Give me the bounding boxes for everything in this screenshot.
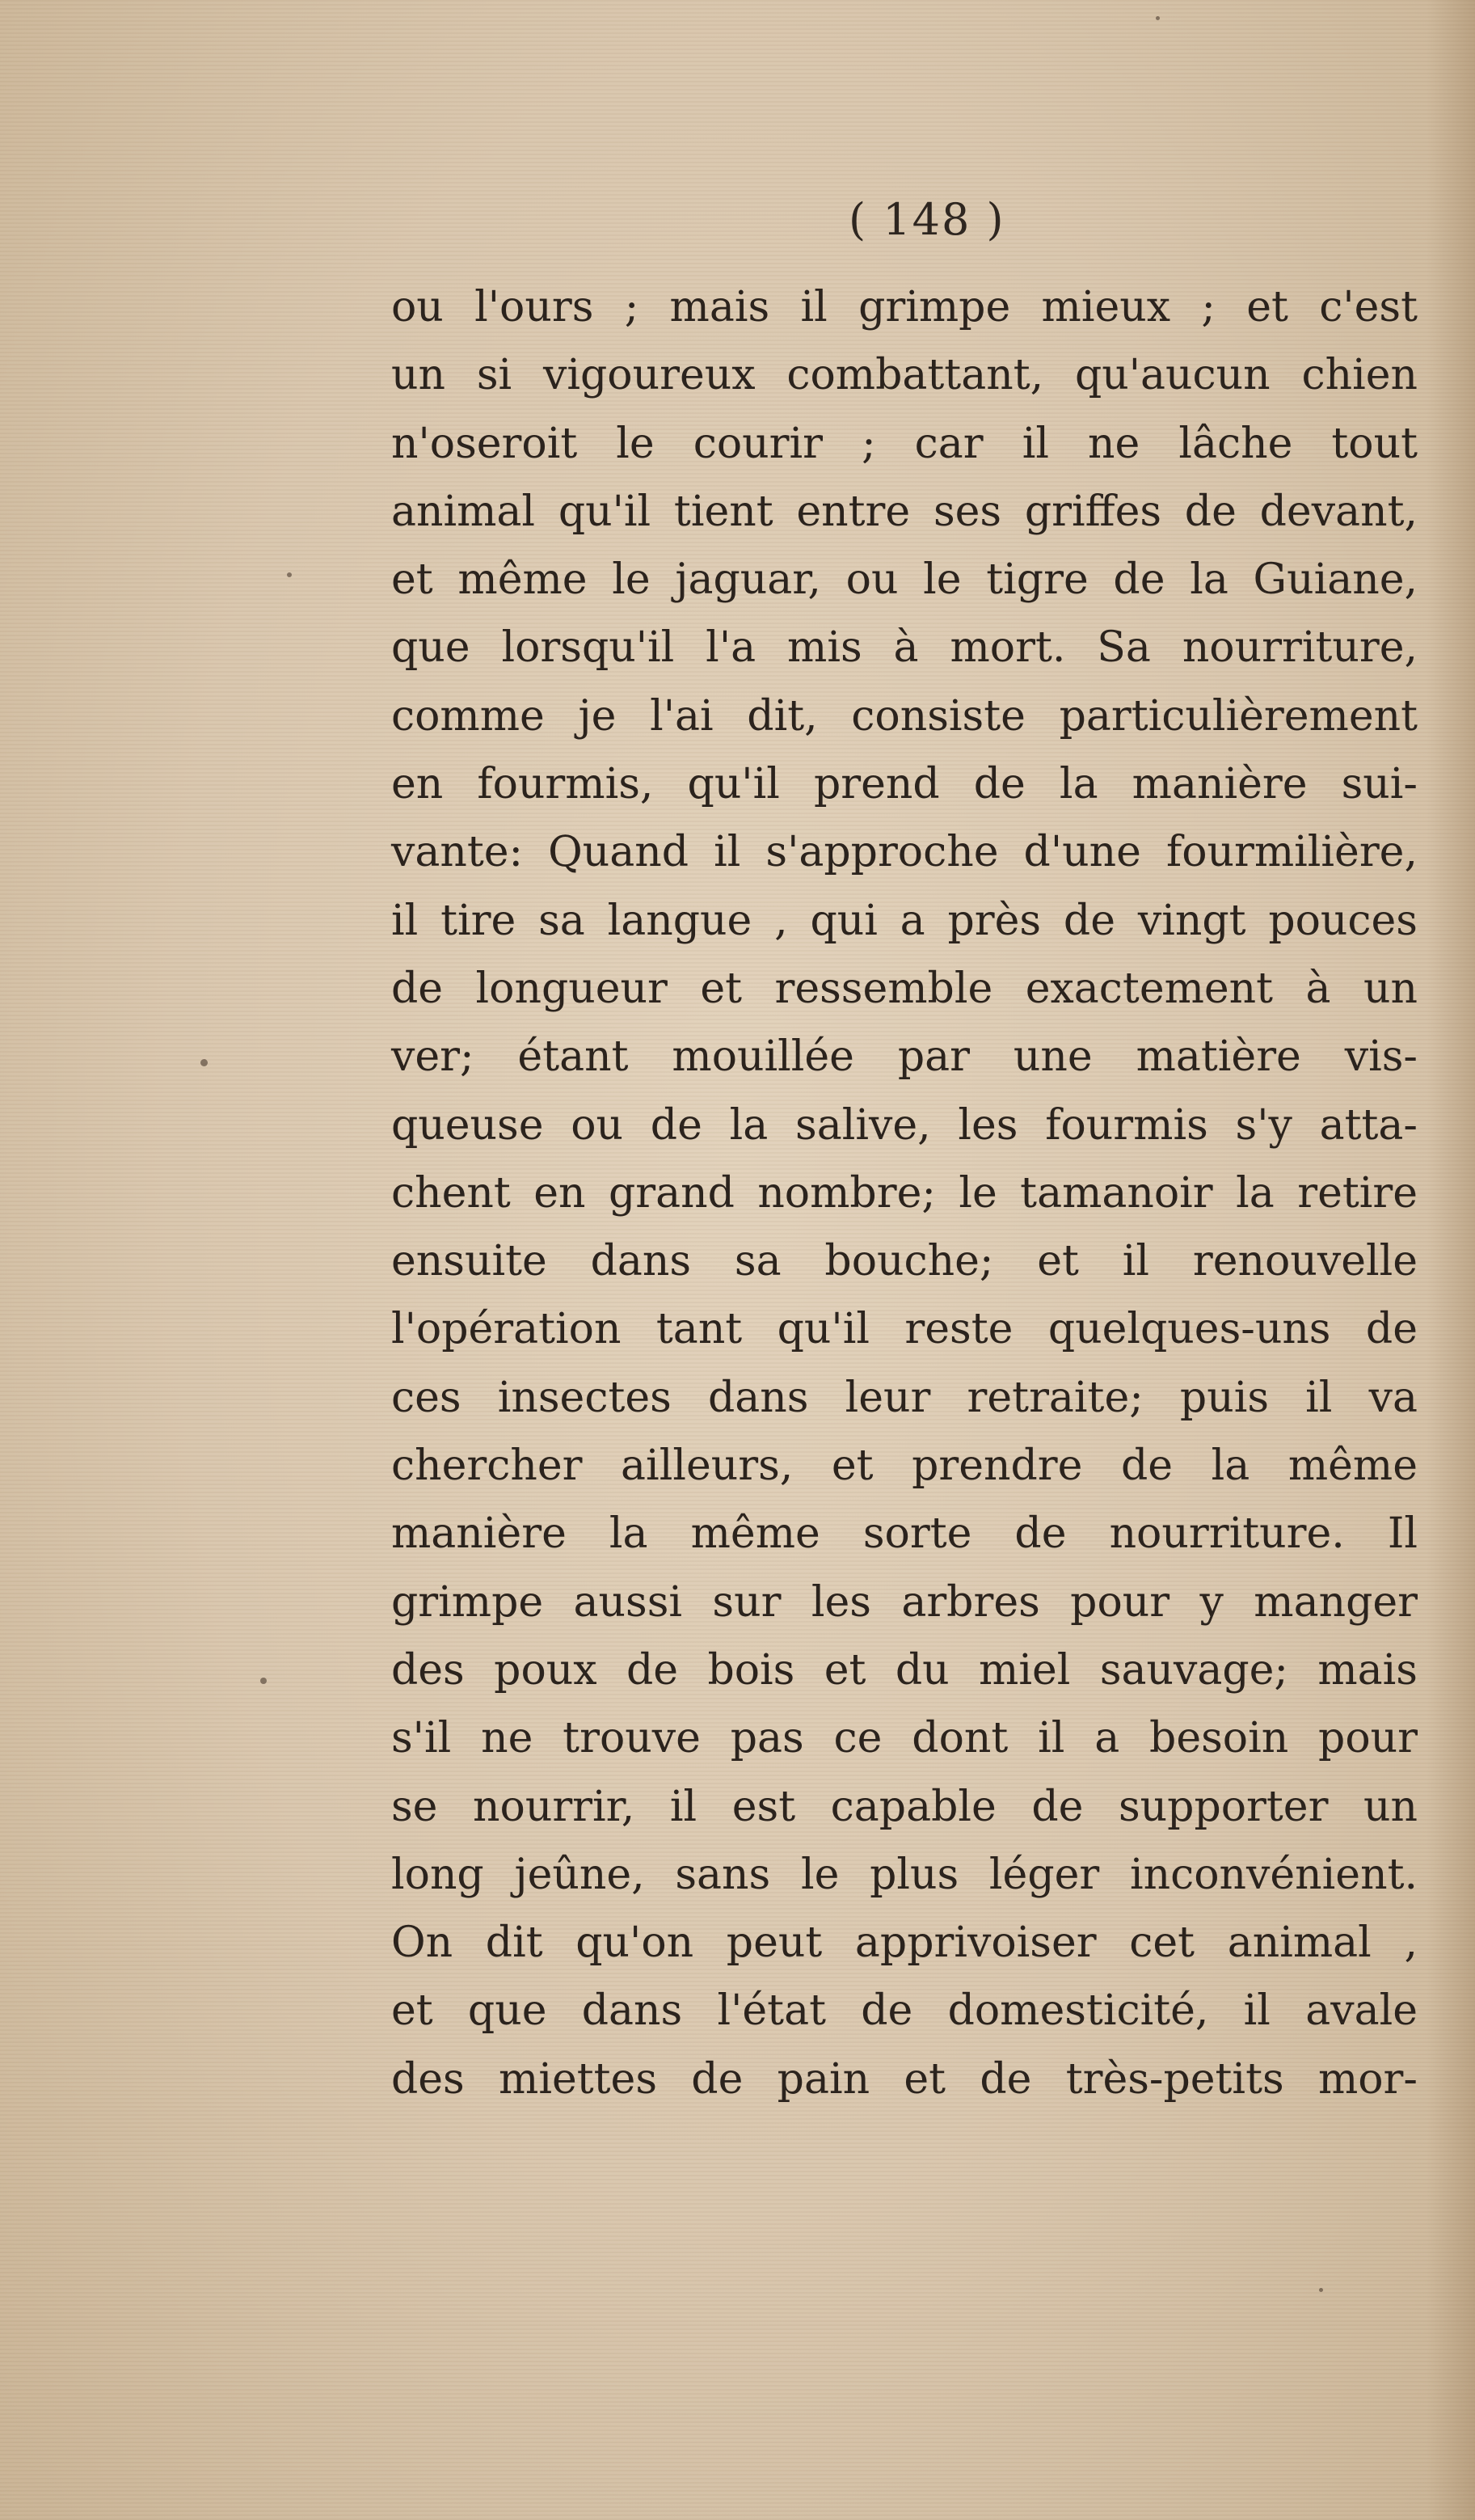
text-line: On dit qu'on peut apprivoiser cet animal ,: [391, 1918, 1418, 1968]
text-line: chent en grand nombre; le tamanoir la retire: [391, 1168, 1418, 1218]
text-line: comme je l'ai dit, consiste particulièrement: [391, 691, 1418, 741]
text-line: vante: Quand il s'approche d'une fourmilière,: [391, 828, 1418, 877]
text-line: queuse ou de la salive, les fourmis s'y atta-: [391, 1100, 1418, 1150]
text-line: en fourmis, qu'il prend de la manière sui-: [391, 760, 1418, 809]
body-text: [391, 273, 1418, 2113]
text-line: ensuite dans sa bouche; et il renouvelle: [391, 1237, 1418, 1286]
text-line: ces insectes dans leur retraite; puis il va: [391, 1373, 1418, 1422]
text-line: grimpe aussi sur les arbres pour y manger: [391, 1577, 1418, 1627]
text-line: chercher ailleurs, et prendre de la même: [391, 1442, 1418, 1491]
text-line: s'il ne trouve pas ce dont il a besoin pour: [391, 1714, 1418, 1763]
text-line: ou l'ours ; mais il grimpe mieux ; et c'est: [391, 283, 1418, 331]
text-line: de longueur et ressemble exactement à un: [391, 964, 1418, 1013]
text-line: des miettes de pain et de très-petits mor-: [391, 2054, 1418, 2104]
text-line: n'oseroit le courir ; car il ne lâche tout: [391, 419, 1418, 468]
page-number: ( 148 ): [849, 194, 1005, 245]
text-line: ver; étant mouillée par une matière vis-: [391, 1032, 1418, 1082]
text-line: il tire sa langue , qui a près de vingt pouces: [391, 896, 1418, 945]
text-line: animal qu'il tient entre ses griffes de devant,: [391, 487, 1418, 536]
text-line: l'opération tant qu'il reste quelques-uns de: [391, 1305, 1418, 1354]
text-line: et que dans l'état de domesticité, il avale: [391, 1986, 1418, 2036]
text-line: long jeûne, sans le plus léger inconvénient.: [391, 1850, 1418, 1899]
text-line: que lorsqu'il l'a mis à mort. Sa nourriture,: [391, 623, 1418, 673]
text-line: et même le jaguar, ou le tigre de la Guiane,: [391, 555, 1418, 605]
text-line: manière la même sorte de nourriture. Il: [391, 1509, 1418, 1559]
text-line: un si vigoureux combattant, qu'aucun chien: [391, 351, 1418, 400]
text-line: des poux de bois et du miel sauvage; mais: [391, 1645, 1418, 1695]
page-edge-shadow: [1427, 0, 1475, 2520]
text-line: se nourrir, il est capable de supporter un: [391, 1782, 1418, 1831]
